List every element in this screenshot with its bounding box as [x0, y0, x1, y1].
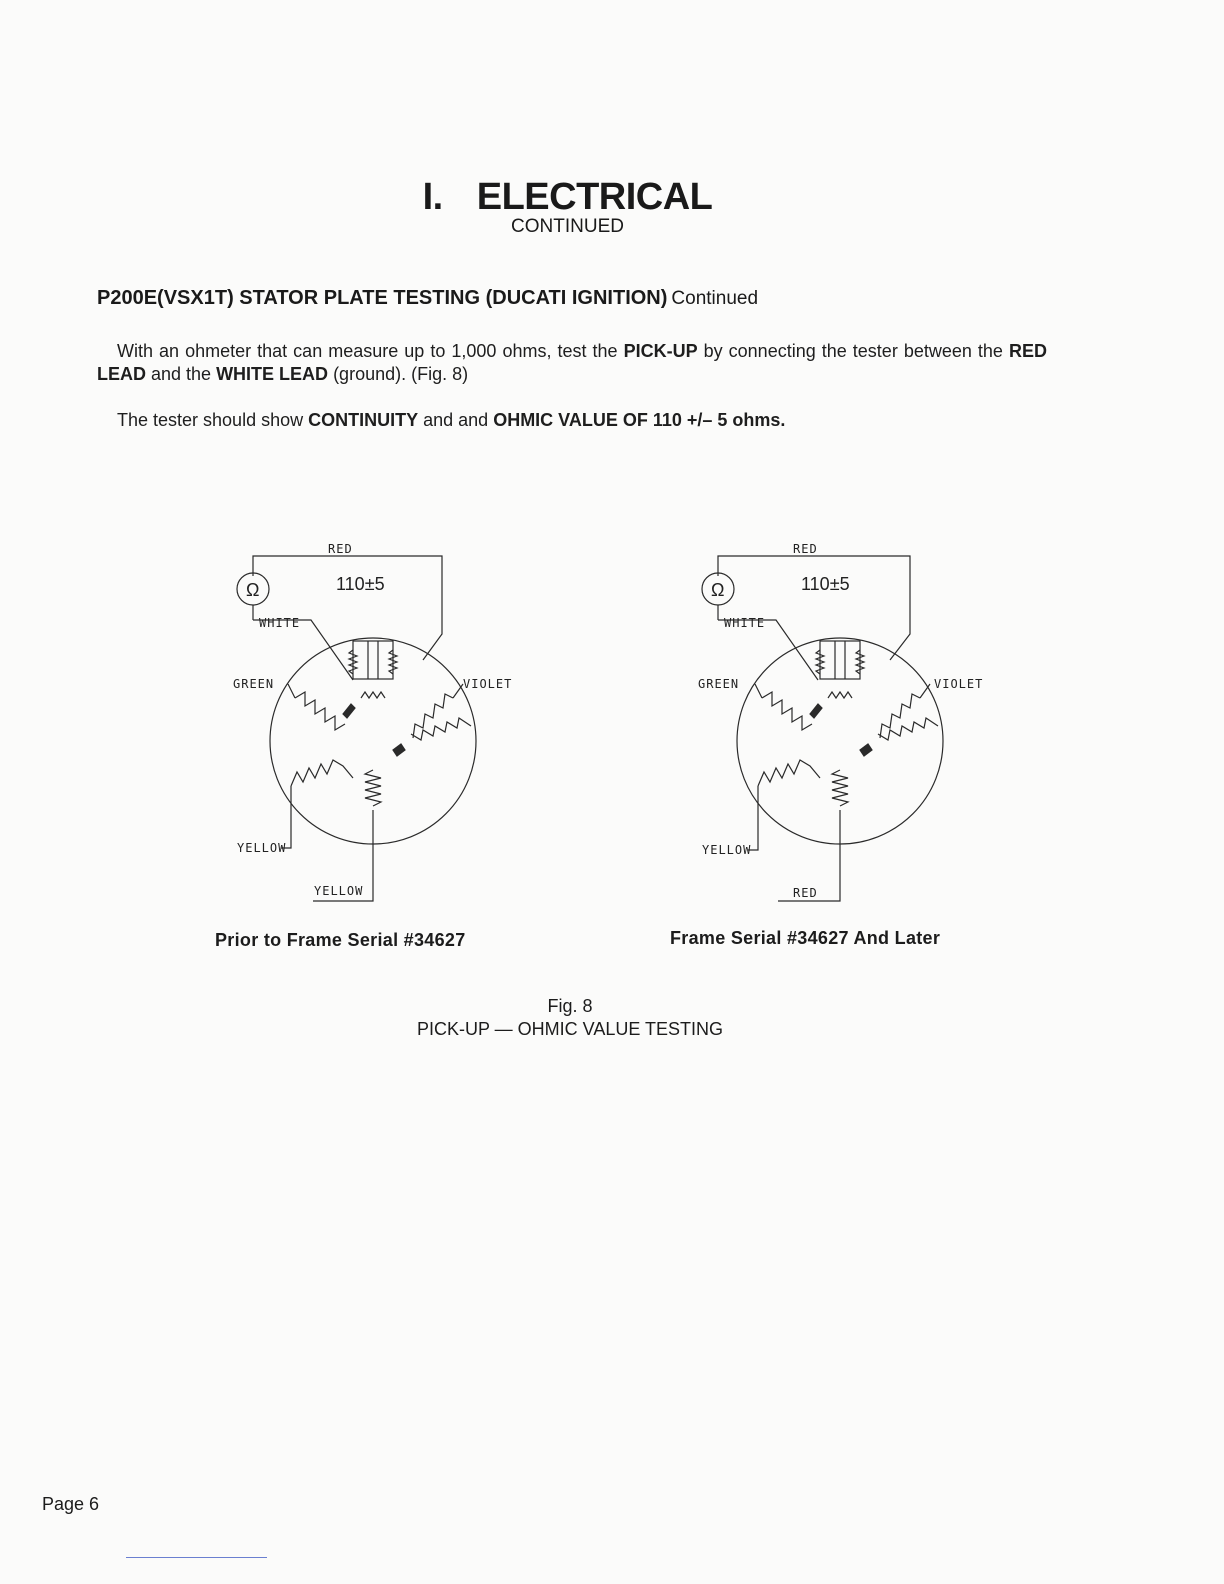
section-title-text: P200E(VSX1T) STATOR PLATE TESTING (DUCATI IGNITION)	[97, 287, 668, 309]
label-yellow-left: YELLOW	[237, 841, 287, 855]
label-green: GREEN	[698, 677, 740, 691]
para1-text-1: With an ohmeter that can measure up to 1,000 ohms, test the	[117, 341, 624, 361]
instruction-paragraph	[97, 340, 1047, 386]
stator-diagram-prior	[225, 538, 525, 908]
label-yellow-left: YELLOW	[702, 843, 752, 857]
para1-text-3: and the	[146, 364, 217, 384]
label-red: RED	[328, 542, 353, 556]
resistance-value: 110±5	[336, 574, 385, 594]
figure-title: PICK-UP — OHMIC VALUE TESTING	[416, 1019, 724, 1039]
label-violet: VIOLET	[463, 677, 513, 691]
figure-number: Fig. 8	[547, 996, 593, 1016]
para1-bold-2: RED LEAD	[97, 341, 1047, 384]
para2-bold-2: OHMIC VALUE OF 110 +/– 5 ohms.	[493, 410, 786, 430]
section-title	[97, 287, 758, 310]
label-white: WHITE	[724, 616, 766, 630]
label-yellow-bottom: YELLOW	[314, 884, 364, 898]
violet-lead-wire	[920, 684, 930, 698]
page-heading	[0, 176, 1135, 219]
page-number: Page 6	[42, 1494, 100, 1514]
diagram-caption-later: Frame Serial #34627 And Later	[670, 928, 941, 948]
label-violet: VIOLET	[934, 677, 984, 691]
para2-text-2: and and	[418, 410, 494, 430]
page-subheading: CONTINUED	[511, 216, 624, 237]
red-lead-wire	[253, 556, 442, 660]
resistance-value: 110±5	[801, 574, 850, 594]
ohm-icon: Ω	[711, 580, 725, 600]
red-lead-wire	[718, 556, 910, 660]
result-paragraph	[97, 409, 1047, 432]
para2-text-1: The tester should show	[117, 410, 309, 430]
green-lead-wire	[755, 684, 762, 698]
label-red-bottom: RED	[793, 886, 818, 900]
para1-bold-3: WHITE LEAD	[216, 364, 329, 384]
bottom-divider	[126, 1557, 267, 1558]
section-title-heading: ELECTRICAL	[476, 176, 713, 218]
para2-bold-1: CONTINUITY	[308, 410, 419, 430]
pickup-coil-box	[353, 641, 393, 679]
section-title-suffix: Continued	[671, 288, 759, 309]
label-red: RED	[793, 542, 818, 556]
section-number: I.	[422, 176, 443, 218]
para1-bold-1: PICK-UP	[623, 341, 698, 361]
ohm-icon: Ω	[246, 580, 260, 600]
diagram-caption-prior: Prior to Frame Serial #34627	[215, 930, 466, 950]
violet-lead-wire	[453, 684, 463, 698]
para1-text-2: by connecting the tester between the	[697, 341, 1009, 361]
green-lead-wire	[288, 684, 295, 698]
stator-diagram-later	[690, 538, 990, 908]
label-green: GREEN	[233, 677, 275, 691]
pickup-coil-box	[820, 641, 860, 679]
label-white: WHITE	[259, 616, 301, 630]
para1-text-4: (ground). (Fig. 8)	[328, 364, 469, 384]
